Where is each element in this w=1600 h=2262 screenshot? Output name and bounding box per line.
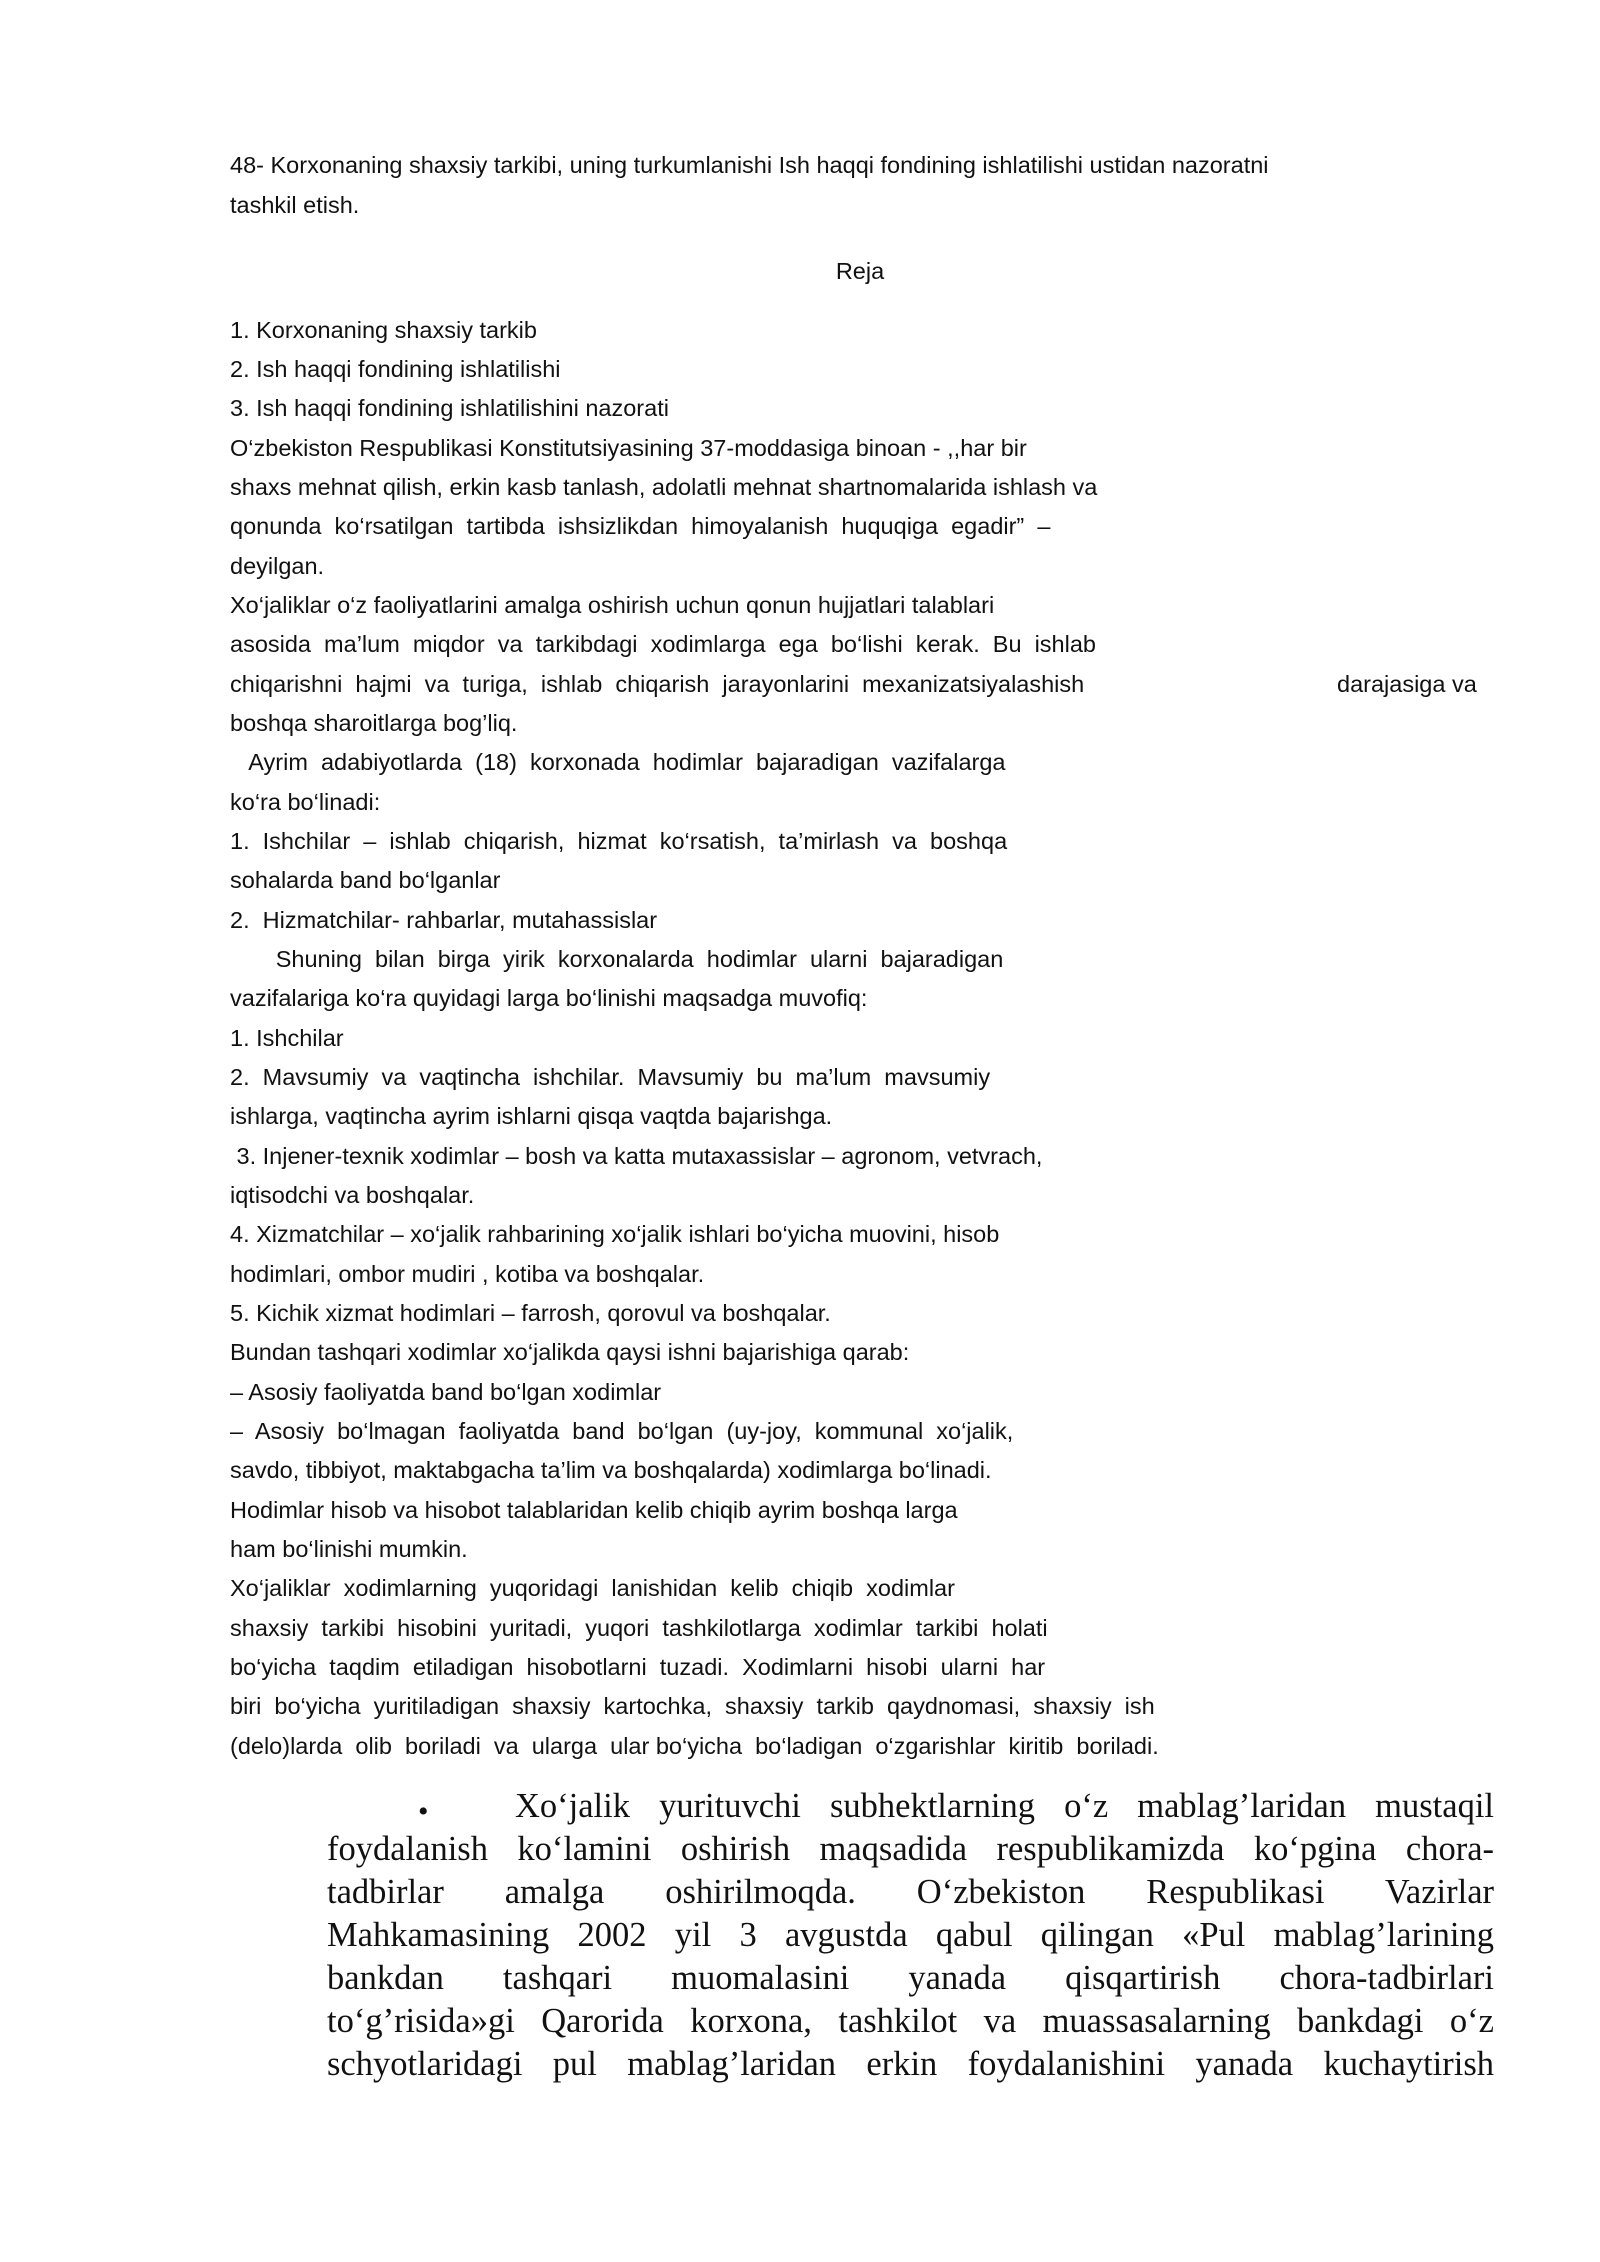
body-line: 3. Ish haqqi fondining ishlatilishini nazorati: [230, 395, 669, 421]
body-line: Bundan tashqari xodimlar xo‘jalikda qaysi ishni bajarishiga qarab:: [230, 1339, 910, 1365]
body-line: 4. Xizmatchilar – xo‘jalik rahbarining xo‘jalik ishlari bo‘yicha muovini, hisob: [230, 1221, 1000, 1247]
body-line: 2. Mavsumiy va vaqtincha ishchilar. Mavsumiy bu ma’lum mavsumiy: [230, 1064, 991, 1090]
reja-heading: Reja: [835, 258, 885, 284]
body-line: hodimlari, ombor mudiri , kotiba va boshqalar.: [230, 1261, 705, 1287]
body-line: asosida ma’lum miqdor va tarkibdagi xodimlarga ega bo‘lishi kerak. Bu ishlab: [230, 631, 1096, 657]
bullet-paragraph-line: Mahkamasining 2002 yil 3 avgustda qabul qilingan «Pul mablag’larining: [327, 1916, 1494, 1954]
bullet-paragraph-line: foydalanish ko‘lamini oshirish maqsadida respublikamizda ko‘pgina chora-: [327, 1830, 1494, 1868]
bullet-paragraph-line: to‘g’risida»gi Qarorida korxona, tashkilot va muassasalarning bankdagi o‘z: [327, 2002, 1494, 2040]
body-line: O‘zbekiston Respublikasi Konstitutsiyasining 37-moddasiga binoan - ,,har bir: [230, 435, 1027, 461]
body-line: iqtisodchi va boshqalar.: [230, 1182, 475, 1208]
body-line: 1. Korxonaning shaxsiy tarkib: [230, 317, 537, 343]
bullet-paragraph-line: bankdan tashqari muomalasini yanada qisqartirish chora-tadbirlari: [327, 1959, 1494, 1997]
body-line: vazifalariga ko‘ra quyidagi larga bo‘linishi maqsadga muvofiq:: [230, 985, 868, 1011]
body-line: Shuning bilan birga yirik korxonalarda hodimlar ularni bajaradigan: [230, 946, 1004, 972]
body-line: 3. Injener-texnik xodimlar – bosh va katta mutaxassislar – agronom, vetvrach,: [230, 1143, 1043, 1169]
body-line: 2. Hizmatchilar- rahbarlar, mutahassislar: [230, 907, 658, 933]
document-title-line-1: 48- Korxonaning shaxsiy tarkibi, uning turkumlanishi Ish haqqi fondining ishlatilishi ustidan nazoratni: [230, 152, 1269, 178]
body-line: Ayrim adabiyotlarda (18) korxonada hodimlar bajaradigan vazifalarga: [230, 749, 1006, 775]
body-line: deyilgan.: [230, 553, 325, 579]
document-title-line-2: tashkil etish.: [230, 192, 360, 218]
body-line: – Asosiy faoliyatda band bo‘lgan xodimlar: [230, 1379, 662, 1405]
body-line: ko‘ra bo‘linadi:: [230, 789, 381, 815]
body-line: 2. Ish haqqi fondining ishlatilishi: [230, 356, 561, 382]
body-line: Xo‘jaliklar xodimlarning yuqoridagi lanishidan kelib chiqib xodimlar: [230, 1575, 955, 1601]
body-line: chiqarishni hajmi va turiga, ishlab chiqarish jarayonlarini mexanizatsiyalashish: [230, 671, 1085, 697]
body-line: Hodimlar hisob va hisobot talablaridan kelib chiqib ayrim boshqa larga: [230, 1497, 958, 1523]
body-line: – Asosiy bo‘lmagan faoliyatda band bo‘lgan (uy-joy, kommunal xo‘jalik,: [230, 1418, 1014, 1444]
body-line: qonunda ko‘rsatilgan tartibda ishsizlikdan himoyalanish huquqiga egadir” –: [230, 513, 1051, 539]
body-line: boshqa sharoitlarga bog’liq.: [230, 710, 518, 736]
body-line: (delo)larda olib boriladi va ularga ular bo‘yicha bo‘ladigan o‘zgarishlar kiritib boriladi.: [230, 1733, 1159, 1759]
body-line: Xo‘jaliklar o‘z faoliyatlarini amalga oshirish uchun qonun hujjatlari talablari: [230, 592, 995, 618]
body-line: 1. Ishchilar: [230, 1025, 344, 1051]
bullet-paragraph-line: schyotlaridagi pul mablag’laridan erkin foydalanishini yanada kuchaytirish: [327, 2045, 1494, 2083]
body-line: sohalarda band bo‘lganlar: [230, 867, 501, 893]
body-line: ham bo‘linishi mumkin.: [230, 1536, 468, 1562]
bullet-paragraph: [327, 1828, 1494, 2086]
body-line-fragment: darajasiga va: [1337, 671, 1477, 697]
bullet-paragraph-first-line: Xo‘jalik yurituvchi subhektlarning o‘z mablag’laridan mustaqil: [515, 1787, 1494, 1825]
body-line: savdo, tibbiyot, maktabgacha ta’lim va boshqalarda) xodimlarga bo‘linadi.: [230, 1457, 992, 1483]
body-line: 1. Ishchilar – ishlab chiqarish, hizmat ko‘rsatish, ta’mirlash va boshqa: [230, 828, 1008, 854]
body-line: shaxsiy tarkibi hisobini yuritadi, yuqori tashkilotlarga xodimlar tarkibi holati: [230, 1615, 1048, 1641]
body-line: shaxs mehnat qilish, erkin kasb tanlash, adolatli mehnat shartnomalarida ishlash va: [230, 474, 1098, 500]
body-line: bo‘yicha taqdim etiladigan hisobotlarni tuzadi. Xodimlarni hisobi ularni har: [230, 1654, 1046, 1680]
body-line: ishlarga, vaqtincha ayrim ishlarni qisqa vaqtda bajarishga.: [230, 1103, 833, 1129]
bullet-paragraph-line: tadbirlar amalga oshirilmoqda. O‘zbekiston Respublikasi Vazirlar: [327, 1873, 1494, 1911]
bullet-point-icon: •: [418, 1795, 429, 1828]
body-line: biri bo‘yicha yuritiladigan shaxsiy kartochka, shaxsiy tarkib qaydnomasi, shaxsiy ish: [230, 1693, 1155, 1719]
body-line: 5. Kichik xizmat hodimlari – farrosh, qorovul va boshqalar.: [230, 1300, 831, 1326]
